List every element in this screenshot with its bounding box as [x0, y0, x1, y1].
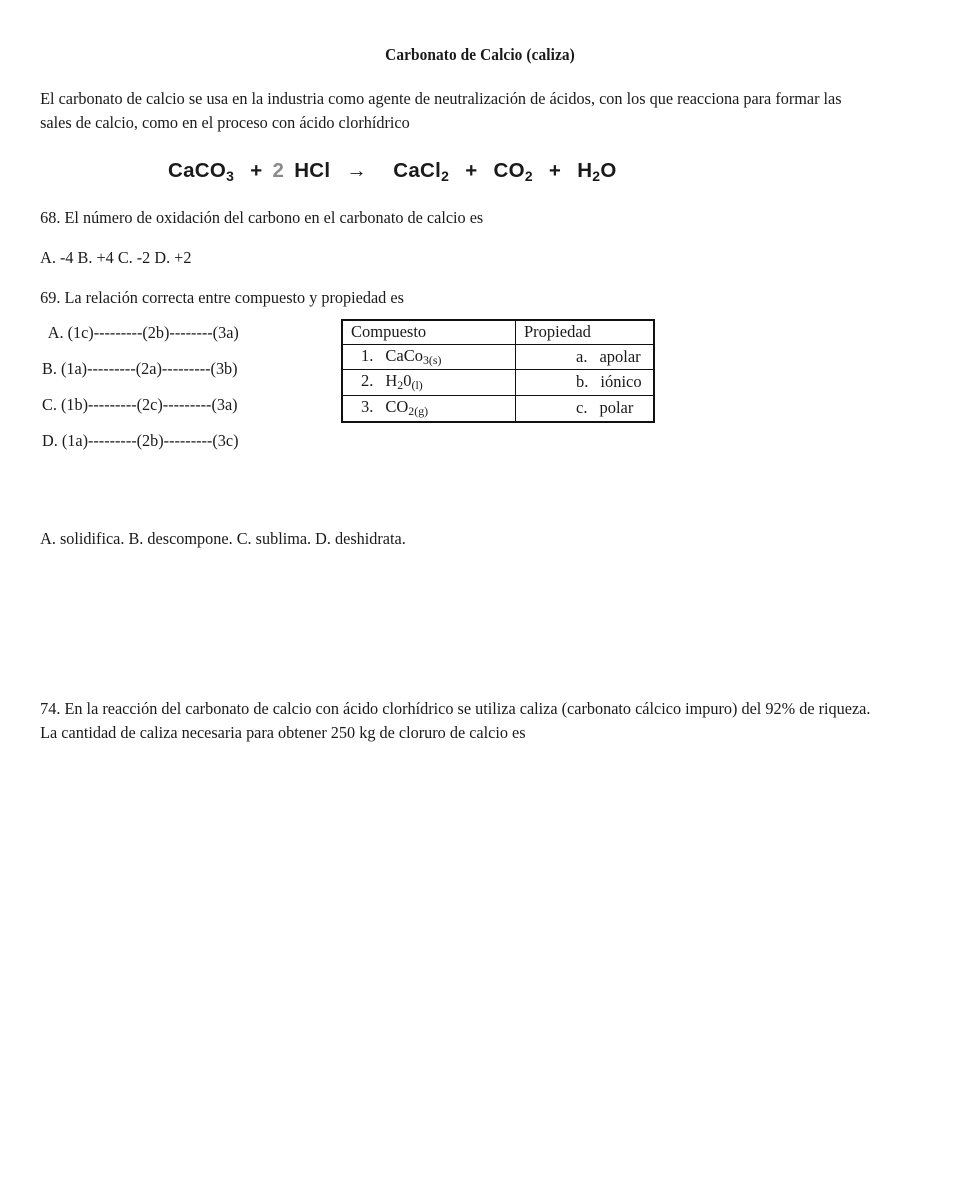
table-cell-compuesto-3 [342, 396, 516, 422]
formula-subscript: 2 [397, 378, 404, 393]
question-69-block [0, 311, 960, 473]
equation-product-h2o: $H_2O$ [577, 159, 617, 185]
formula-base: H [385, 371, 398, 391]
equation-product-co2: $CO_2$ [493, 159, 533, 185]
table-cell-propiedad-1 [516, 344, 655, 370]
equation-reactant-caco3: CaCO$_3$ [168, 159, 235, 185]
property-value: polar [599, 398, 634, 418]
formula-base-2: 0 [403, 371, 412, 391]
subscript: 2 [592, 168, 601, 185]
equation-plus-1: + [250, 159, 263, 183]
table-row [342, 344, 654, 370]
table-header-propiedad: Propiedad [516, 320, 655, 345]
compuesto-propiedad-table [341, 319, 655, 424]
equation-plus-3: + [548, 159, 562, 183]
question-70-answer-list: A. solidifica. B. descompone. C. sublima. D. deshidrata. [40, 528, 406, 548]
formula-base: CO [385, 397, 409, 417]
equation-arrow-icon: → [346, 159, 368, 183]
subscript: 2 [524, 168, 533, 185]
page-title: Carbonato de Calcio (caliza) [385, 45, 575, 64]
row-letter: c. [576, 398, 588, 418]
table-row [342, 370, 654, 396]
question-68-answers: A. -4 B. +4 C. -2 D. +2 [40, 248, 192, 268]
subscript: 2 [441, 168, 450, 185]
row-number: 2. [361, 371, 374, 391]
equation-product-cacl2: CaCl$_2$ [393, 159, 450, 185]
question-69-option-c: C. (1b)---------(2c)---------(3a) [42, 394, 238, 414]
formula-base: CaCo [385, 345, 423, 365]
intro-paragraph: El carbonato de calcio se usa en la industria como agente de neutralización de ácidos, con los que reacciona para formar las sales de calcio, como en el proceso con ácido clorhídrico [40, 89, 842, 133]
formula-subscript-2: (l) [411, 378, 423, 393]
property-value: iónico [600, 372, 642, 392]
formula-subscript: 3(s) [422, 352, 442, 367]
property-value: apolar [599, 346, 641, 366]
formula-subscript: 2(g) [408, 404, 429, 419]
question-69-text: 69. La relación correcta entre compuesto y propiedad es [40, 288, 404, 308]
table-cell-propiedad-2 [516, 370, 655, 396]
question-69-option-d: D. (1a)---------(2b)---------(3c) [42, 430, 239, 450]
table-header-compuesto: Compuesto [342, 320, 516, 345]
table-row [342, 396, 654, 422]
table-cell-propiedad-3 [516, 396, 655, 422]
row-letter: b. [576, 372, 589, 392]
equation-reactant-hcl: HCl [294, 159, 331, 183]
question-69-options [42, 323, 329, 467]
equation-coefficient: 2 [272, 159, 285, 183]
row-letter: a. [576, 346, 588, 366]
question-69-option-b: B. (1a)---------(2a)---------(3b) [42, 358, 238, 378]
chemical-equation [0, 135, 960, 184]
subscript: 3 [226, 168, 235, 185]
question-73-text: 74. En la reacción del carbonato de calcio con ácido clorhídrico se utiliza caliza (carbonato cálcico impuro) del 92% de riqueza. La cantidad de caliza necesaria para obtener 250 kg de cloruro de calcio es [40, 698, 871, 742]
question-68-text: 68. El número de oxidación del carbono en el carbonato de calcio es [40, 208, 484, 228]
table-cell-compuesto-2 [342, 370, 516, 396]
table-header-row [342, 320, 654, 345]
row-number: 1. [361, 345, 374, 365]
row-number: 3. [361, 397, 374, 417]
question-70-answers [0, 527, 898, 551]
equation-plus-2: + [465, 159, 478, 183]
question-72-text [0, 599, 898, 625]
table-cell-compuesto-1 [342, 344, 516, 370]
question-69-option-a: A. (1c)---------(2b)--------(3a) [47, 322, 239, 342]
